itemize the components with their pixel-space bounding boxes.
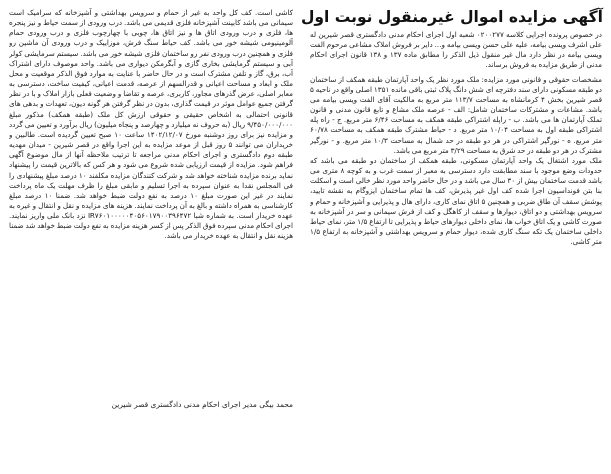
notice-headline: آگهی مزایده اموال غیرمنقول نوبت اول xyxy=(300,8,603,26)
notice-intro-paragraph: در خصوص پرونده اجرایی کلاسه ۰۲۰۰۲۷۷ شعبه اول اجرای احکام مدنی دادگستری قصر شیرین له علی اشرف ویسی بیامه، علیه علی حسن ویسی بیامه و... دایر بر فروش املاک مشاعی مرحوم الفت ویسی بیامه در نظر دارد مال غیر منقول ذیل الذکر را مطابق ماده ۱۳۷ و ۱۳۸ قانون اجرای احکام مدنی از طریق مزایده به فروش برساند. xyxy=(310,30,602,70)
notice-physical-specs-paragraph: ملک مورد اشتغال یک واحد آپارتمان مسکونی، طبقه همکف از ساختمان دو طبقه می باشد که حدودات وضع موجود با سند مطابقت دارد دسترسی به معبر از سمت غرب و به کوچه ۸ متری می باشد قدمت ساختمان بیش از ۳۰ سال می باشد و در حال حاضر واحد مورد نظر خالی است و اسکلت بنا بتن فونداسیون اجرا شده کف اول غیر پذیرش، کف ها تمام ساختمان ایزوگام به نقشه تایید، پوشش سقف آن طاق ضربی و همچنین ۵ اتاق نمای کاری، دارای هال و پذیرایی و آشپزخانه و حمام و سرویس بهداشتی و دو اتاق، دیوارها و سقف از کاهگل و کف از فرش سیمانی و سر در آشپزخانه به صورت کاشی و یک اتاق خواب ها، نمای داخلی دیوارهای حیاط و پذیرایی تا ارتفاع ۱/۵ متر، نمای حیاط داخلی ساختمان یک تکه سنگ کاری شده، دیوار حمام و سرویس بهداشتی و آشپزخانه به ارتفاع ۱/۵ متر کاشی. xyxy=(310,155,602,247)
notice-signature: محمد بیگی مدیر اجرای احکام مدنی دادگستری قصر شیرین xyxy=(111,400,293,409)
notice-continuation-paragraph: کاشی است. کف کل واحد به غیر از حمام و سرویس بهداشتی و آشپزخانه که سرامیک است سیمانی می باشد کابینت آشپزخانه فلزی قدیمی می باشد. درب ورودی از سمت حیاط و نیز پنجره ها، فلزی و درب ورودی اتاق ها و نیز اتاق ها، چوبی با چهارچوب فلزی و درب ورودی حمام آلومینیومی شیشه خور می باشد. کف حیاط سنگ فرش، موزاییک و درب ورودی آن ماشین رو فلزی و همچنین درب ورودی نفر رو ساختمان فلزی شیشه خور می باشد. سیستم سرمایشی کولر آبی و سیستم گرمایشی بخاری گازی و آبگرمکن دیواری می باشد. واحد موصوف دارای اشتراک آب، برق، گاز و تلفن مشترک است و در حال حاضر با عنایت به موارد فوق الذکر موقعیت و محل ملک و ابعاد و مساحت اعیانی و قدرالسهم از عرصه، قدمت اعیانی، کیفیت ساخت، دسترسی به معابر اصلی، عرض گذرهای مجاور، کاربری، عرصه و تقاضا و وضعیت فعلی بازار املاک و با در نظر گرفتن جمیع عوامل موثر در قیمت گذاری، بدون در نظر گرفتن هر گونه دیون، تعهدات و بدهی های قانونی احتمالی به اشخاص حقیقی و حقوقی ارزش کل ملک (طبقه همکف) مذکور مبلغ ۹/۴۵۰/۰۰۰/۰۰۰ ریال (به حروف نه میلیارد و چهارصد و پنجاه میلیون) ریال برآورد و تعیین می گردد و مزایده نیز برای روز دوشنبه مورخ ۱۴۰۲/۱۲/۰۷ ساعت ۱۰ صبح تعیین گردیده است. طالبین و خریداران می توانند ۵ روز قبل از موعد مزایده به این اجرا واقع در قصر شیرین - میدان مهدیه طبقه دوم دادگستری و اجرای احکام مدنی مراجعه تا ترتیب ملاحظه آنها از مال موضوع آگهی فراهم شود. مزایده از قیمت ارزیابی شده شروع می شود و هر کس که بالاترین قیمت را پیشنهاد نماید برنده مزایده شناخته خواهد شد و شرکت کنندگان مزایده مکلفند ۱۰ درصد مبلغ پیشنهادی را فی المجلس نقدا به عنوان سپرده به اجرا تسلیم و مابقی مبلغ را ظرف مهلت یک ماه پرداخت نمایند در غیر این صورت مبلغ ۱۰ درصد به نفع دولت ضبط خواهد شد. ضمنا ۱۰ درصد مبلغ کارشناسی به همراه داشته و بالغ به آن پرداخت نمایند. هزینه های مزایده و نقل و انتقال و غیره به عهده خریدار است. به شماره شبا IR۷۶۰۱۰۰۰۰۰۴۰۵۶۰۱۷۹۰۰۳۹۶۴۷۲ نزد بانک ملی واریز نمایند. اجرای احکام مدنی سپرده فوق الذکر پس از کسر هزینه مزایده به نفع دولت ضبط خواهد شد ضمنا هزینه نقل و انتقال به عهده خریدار می باشد. xyxy=(9,8,293,241)
notice-legal-specs-paragraph: مشخصات حقوقی و قانونی مورد مزایده: ملک مورد نظر یک واحد آپارتمان طبقه همکف از ساختمان دو طبقه مسکونی دارای سند دفترچه ای شش دانگ پلاک ثبتی باقی مانده ۱۳۵۱ اصلی واقع در ناحیه ۵ قصر شیرین بخش ۴ کرمانشاه به مساحت ۱۱۳/۷ متر مربع به مالکیت آقای الفت ویسی بیامه می باشد. مشاعات و مشترکات ساختمان شامل: الف - عرصه ملک مشاع و تابع قانون مدنی و قانون تملک آپارتمان ها می باشد. ب - راپله اشتراکی طبقه همکف به مساحت ۶/۴۶ متر مربع. ج - راه پله اشتراکی طبقه اول به مساحت ۱۰/۰۴ متر مربع. د - حیاط مشترک طبقه همکف به مساحت ۶۰/۷۸ متر مربع. ه - نورگیر اشتراکی در هر دو طبقه در حد شمال به مساحت ۱۰/۳ متر مربع. و - نورگیر مشترک در هر دو طبقه در حد شرق به مساحت ۳/۲۹ متر مربع می باشد. xyxy=(310,74,602,155)
notice-right-column xyxy=(310,30,602,462)
notice-left-column xyxy=(9,8,293,388)
